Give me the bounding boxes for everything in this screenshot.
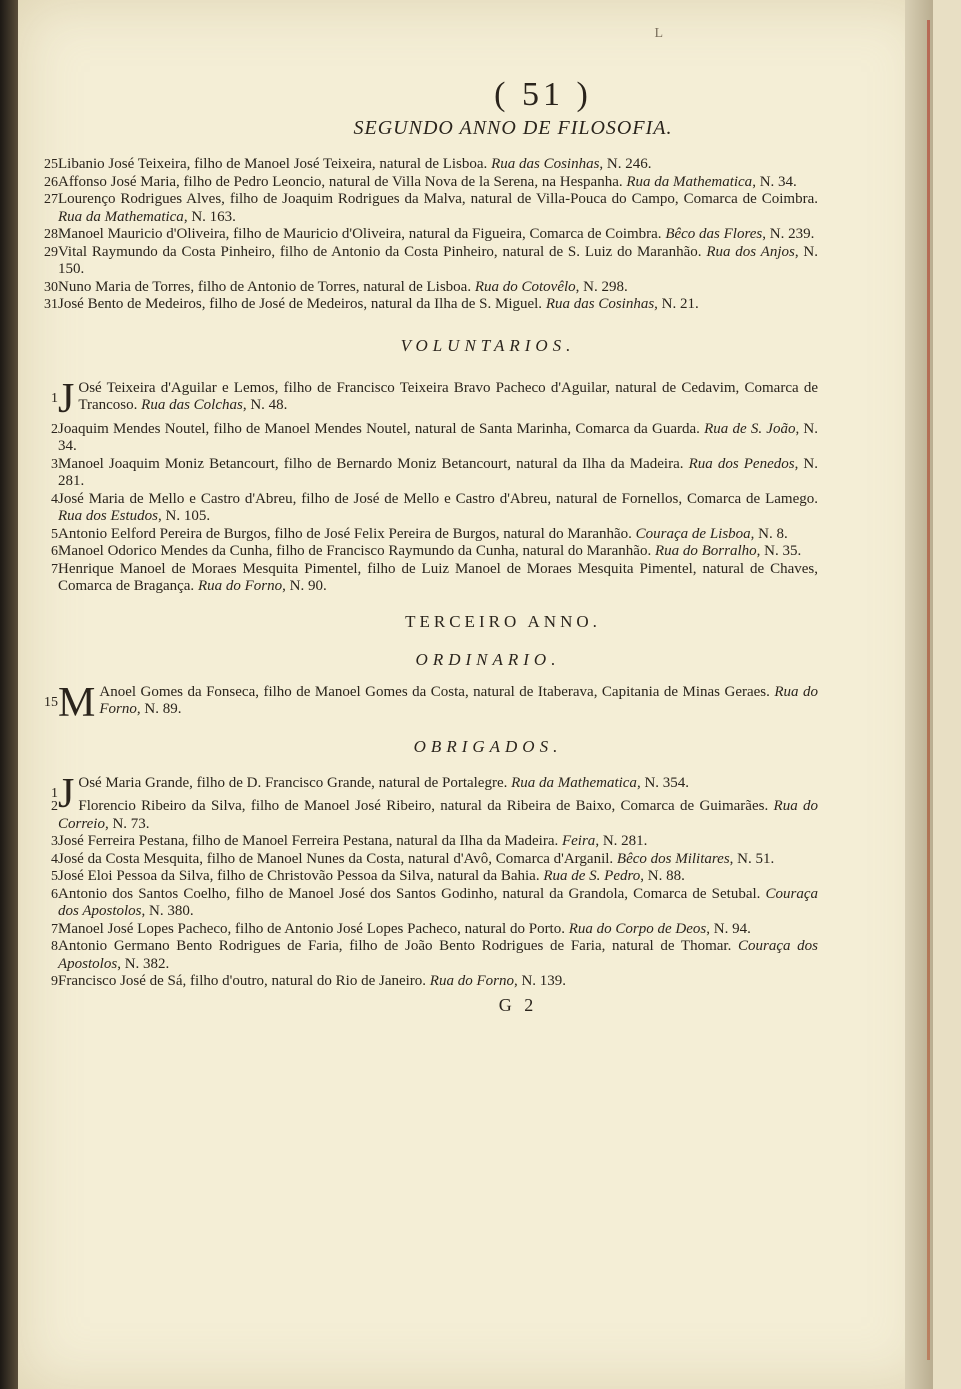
page-edge (905, 0, 933, 1389)
section-title-obrigados: OBRIGADOS. (413, 736, 563, 756)
entry-house-number: , N. 51. (729, 850, 775, 867)
ordinario-entries (44, 679, 818, 726)
entry-house-number: , N. 8. (750, 525, 788, 542)
entry-body: Manoel José Lopes Pacheco, filho de Antonio José Lopes Pacheco, natural do Porto. (58, 920, 565, 937)
entry-body: Libanio José Teixeira, filho de Manoel José Teixeira, natural de Lisboa. (58, 156, 488, 172)
entry-body: José Eloi Pessoa da Silva, filho de Christovão Pessoa da Silva, natural da Bahia. (58, 868, 540, 884)
entry-address: Rua dos Estudos (58, 508, 159, 524)
entry-address: Feira (561, 833, 596, 849)
entry-text (58, 174, 818, 192)
entry-house-number: , N. 281. (595, 833, 648, 849)
entry-number: 4 (51, 851, 58, 867)
entry-body: Francisco José de Sá, filho d'outro, natural do Rio de Janeiro. (58, 973, 427, 989)
entry-number: 6 (51, 544, 58, 559)
entry-house-number: , N. 150. (58, 243, 818, 277)
entry-text (58, 456, 818, 491)
entry-body: Manoel Mauricio d'Oliveira, filho de Mauricio d'Oliveira, natural da Figueira, Comarca de Coimbra. (58, 226, 662, 242)
entry-house-number: , N. 48. (242, 397, 288, 413)
entry-text (58, 191, 818, 226)
book-gutter (0, 0, 18, 1389)
list-item (51, 868, 808, 886)
entry-address: Rua do Forno (429, 973, 514, 989)
entry-text (58, 296, 818, 314)
section-title-ordinario: ORDINARIO. (415, 649, 561, 669)
list-item (51, 850, 808, 869)
entry-house-number: , N. 105. (158, 508, 211, 524)
entry-house-number: , N. 35. (756, 543, 802, 559)
signature-mark: G 2 (498, 994, 538, 1015)
drop-cap: J (58, 770, 75, 817)
entry-number: 1 (51, 785, 58, 801)
entry-text (58, 421, 818, 456)
voluntarios-entries (51, 375, 818, 596)
entry-address: Rua da Mathematica (58, 208, 184, 225)
entry-body: Vital Raymundo da Costa Pinheiro, filho de Antonio da Costa Pinheiro, natural de S. Luiz do Maranhão. (58, 243, 702, 260)
entry-address: Rua dos Penedos (688, 455, 795, 472)
section-title-terceiro: TERCEIRO ANNO. (405, 611, 601, 631)
list-item (51, 833, 808, 851)
entry-number: 4 (51, 491, 58, 507)
list-item (51, 920, 808, 939)
entry-text (58, 886, 818, 921)
entry-text (58, 375, 818, 422)
list-item (51, 543, 808, 561)
entry-number: 30 (44, 279, 58, 295)
entry-text (58, 491, 818, 526)
entry-address: Rua da Mathematica (626, 173, 753, 190)
entry-house-number: , N. 139. (513, 973, 567, 989)
entry-number: 29 (44, 244, 58, 260)
entry-body: Affonso José Maria, filho de Pedro Leoncio, natural de Villa Nova de la Serena, na Hespanha. (58, 173, 623, 190)
section-title-voluntarios: VOLUNTARIOS. (400, 335, 576, 355)
entry-house-number: , N. 88. (640, 868, 685, 884)
entry-text (58, 921, 818, 939)
entry-house-number: , N. 34. (752, 173, 797, 190)
entry-number: 3 (51, 834, 58, 849)
entry-house-number: , N. 34. (58, 420, 818, 454)
entry-number: 2 (51, 421, 58, 437)
entry-text (58, 561, 818, 596)
edge-stain (927, 20, 930, 1360)
entry-body: Florencio Ribeiro da Silva, filho de Manoel José Ribeiro, natural da Ribeira de Baixo, Comarca de Guimarães. (78, 798, 769, 814)
entry-number: 1 (51, 390, 58, 406)
entry-number: 8 (51, 939, 58, 954)
list-item (51, 455, 818, 491)
page-content (44, 75, 819, 1016)
entry-body: José Ferreira Pestana, filho de Manoel Ferreira Pestana, natural da Ilha da Madeira. (58, 833, 559, 849)
entry-address: Rua de S. João (704, 420, 796, 437)
entry-number: 6 (51, 886, 58, 902)
entry-number: 15 (44, 694, 58, 710)
entry-body: Henrique Manoel de Moraes Mesquita Pimentel, filho de Luiz Manoel de Moraes Mesquita Pimentel, natural de Chaves, Comarca de Bragança. (58, 560, 818, 594)
entry-address: Couraça dos Apostolos (58, 885, 818, 919)
list-item (44, 226, 815, 244)
entry-address: Bêco dos Militares (616, 850, 730, 867)
entry-number: 7 (51, 921, 58, 937)
entry-house-number: , N. 246. (599, 156, 652, 172)
entry-address: Rua da Mathematica (511, 774, 637, 791)
list-item (51, 973, 808, 991)
entry-text (58, 973, 818, 991)
entry-house-number: , N. 21. (654, 296, 699, 312)
entry-body: Manoel Joaquim Moniz Betancourt, filho de Bernardo Moniz Betancourt, natural da Ilha da Madeira. (58, 455, 684, 472)
entry-text (58, 679, 818, 726)
entry-number: 2 (51, 799, 58, 814)
list-item (44, 173, 808, 192)
entry-body: Joaquim Mendes Noutel, filho de Manoel Mendes Noutel, natural de Santa Marinha, Comarca da Guarda. (58, 420, 700, 437)
list-item (44, 191, 818, 226)
entry-address: Rua do Forno (197, 578, 283, 594)
book-page (18, 0, 933, 1389)
entry-body: Osé Maria Grande, filho de D. Francisco Grande, natural de Portalegre. (78, 774, 508, 791)
obrigados-entries (51, 770, 819, 991)
entry-address: Rua das Cosinhas (545, 296, 655, 312)
entry-address: Rua do Borralho (654, 543, 757, 559)
list-item (44, 679, 818, 726)
entry-address: Couraça de Lisboa (635, 525, 751, 542)
entry-address: Rua do Cotovêlo (474, 278, 576, 295)
entry-number: 5 (51, 526, 58, 542)
list-item (51, 798, 819, 833)
list-item (44, 278, 808, 297)
corner-mark: L (654, 26, 663, 41)
list-item (51, 560, 818, 596)
entry-body: Antonio dos Santos Coelho, filho de Manoel José dos Santos Godinho, natural da Grandola, Comarca de Setubal. (58, 885, 761, 902)
entry-address: Rua das Cosinhas (491, 156, 600, 172)
entry-text (58, 833, 818, 851)
list-item (44, 156, 808, 174)
entry-house-number: , N. 94. (706, 920, 751, 937)
entry-body: Anoel Gomes da Fonseca, filho de Manoel Gomes da Costa, natural de Itaberava, Capitania de Minas Geraes. (99, 683, 770, 700)
entry-house-number: , N. 354. (636, 774, 690, 791)
entry-body: Nuno Maria de Torres, filho de Antonio de Torres, natural de Lisboa. (58, 278, 472, 295)
list-item (51, 525, 808, 544)
drop-cap: M (58, 679, 96, 726)
entry-number: 7 (51, 561, 58, 577)
entry-number: 26 (44, 174, 58, 190)
entry-text (58, 938, 818, 973)
entry-number: 9 (51, 974, 58, 989)
entry-address: Rua de S. Pedro (543, 868, 641, 884)
entry-number: 25 (44, 157, 58, 172)
entry-number: 27 (44, 192, 58, 207)
entry-text (58, 868, 818, 886)
entry-body: José da Costa Mesquita, filho de Manoel Nunes da Costa, natural d'Avô, Comarca d'Arganil. (58, 850, 614, 867)
entry-text (58, 244, 818, 279)
entry-address: Rua dos Anjos (706, 243, 795, 260)
entry-body: Osé Teixeira d'Aguilar e Lemos, filho de Francisco Teixeira Bravo Pacheco d'Aguilar, natural de Cedavim, Comarca de Trancoso. (78, 379, 818, 413)
entry-address: Bêco das Flores (665, 226, 763, 242)
entry-address: Rua das Colchas (141, 397, 243, 413)
entry-body: José Bento de Medeiros, filho de José de Medeiros, natural da Ilha de S. Miguel. (58, 296, 543, 312)
list-item (44, 243, 818, 279)
entry-text (58, 798, 818, 833)
entry-house-number: , N. 298. (575, 278, 628, 295)
list-item (44, 296, 808, 314)
list-item (51, 885, 818, 921)
list-item (51, 375, 818, 422)
entry-address: Rua do Correio (58, 798, 819, 832)
drop-cap: J (58, 375, 75, 422)
entry-text (58, 543, 818, 561)
section-title-segundo: SEGUNDO ANNO DE FILOSOFIA. (353, 117, 673, 139)
entry-number: 3 (51, 456, 58, 472)
list-item (51, 938, 819, 973)
entry-house-number: , N. 73. (104, 815, 150, 832)
entry-number: 28 (44, 227, 58, 242)
entry-number: 31 (44, 297, 58, 312)
list-item (51, 420, 818, 456)
entry-text (58, 156, 818, 174)
entry-body: Antonio Eelford Pereira de Burgos, filho de José Felix Pereira de Burgos, natural do Maranhão. (58, 525, 632, 542)
entry-house-number: , N. 281. (58, 455, 818, 489)
entry-body: José Maria de Mello e Castro d'Abreu, filho de José de Mello e Castro d'Abreu, natural de Fornellos, Comarca de Lamego. (58, 490, 818, 507)
entry-number: 5 (51, 869, 58, 884)
entry-house-number: , N. 163. (183, 208, 236, 225)
entry-text (58, 226, 818, 244)
entry-house-number: , N. 239. (762, 226, 815, 242)
entry-body: Lourenço Rodrigues Alves, filho de Joaquim Rodrigues da Malva, natural de Villa-Pouca do Campo, Comarca de Coimbra. (58, 191, 818, 207)
entry-house-number: , N. 382. (117, 955, 170, 972)
entry-body: Antonio Germano Bento Rodrigues de Faria, filho de João Bento Rodrigues de Faria, natural de Thomar. (58, 938, 732, 954)
entry-house-number: , N. 90. (282, 578, 327, 594)
entry-house-number: , N. 380. (141, 903, 194, 919)
segundo-entries (44, 156, 818, 314)
entry-address: Couraça dos Apostolos (58, 938, 819, 972)
entry-text (58, 279, 818, 297)
entry-address: Rua do Corpo de Deos (568, 920, 707, 937)
entry-body: Manoel Odorico Mendes da Cunha, filho de Francisco Raymundo da Cunha, natural do Maranhão. (58, 543, 652, 559)
entry-text (58, 851, 818, 869)
entry-address: Rua do Forno (99, 683, 818, 717)
page-number: ( 51 ) (494, 76, 592, 113)
entry-house-number: , N. 89. (136, 701, 182, 717)
list-item (51, 490, 818, 526)
entry-text (58, 526, 818, 544)
